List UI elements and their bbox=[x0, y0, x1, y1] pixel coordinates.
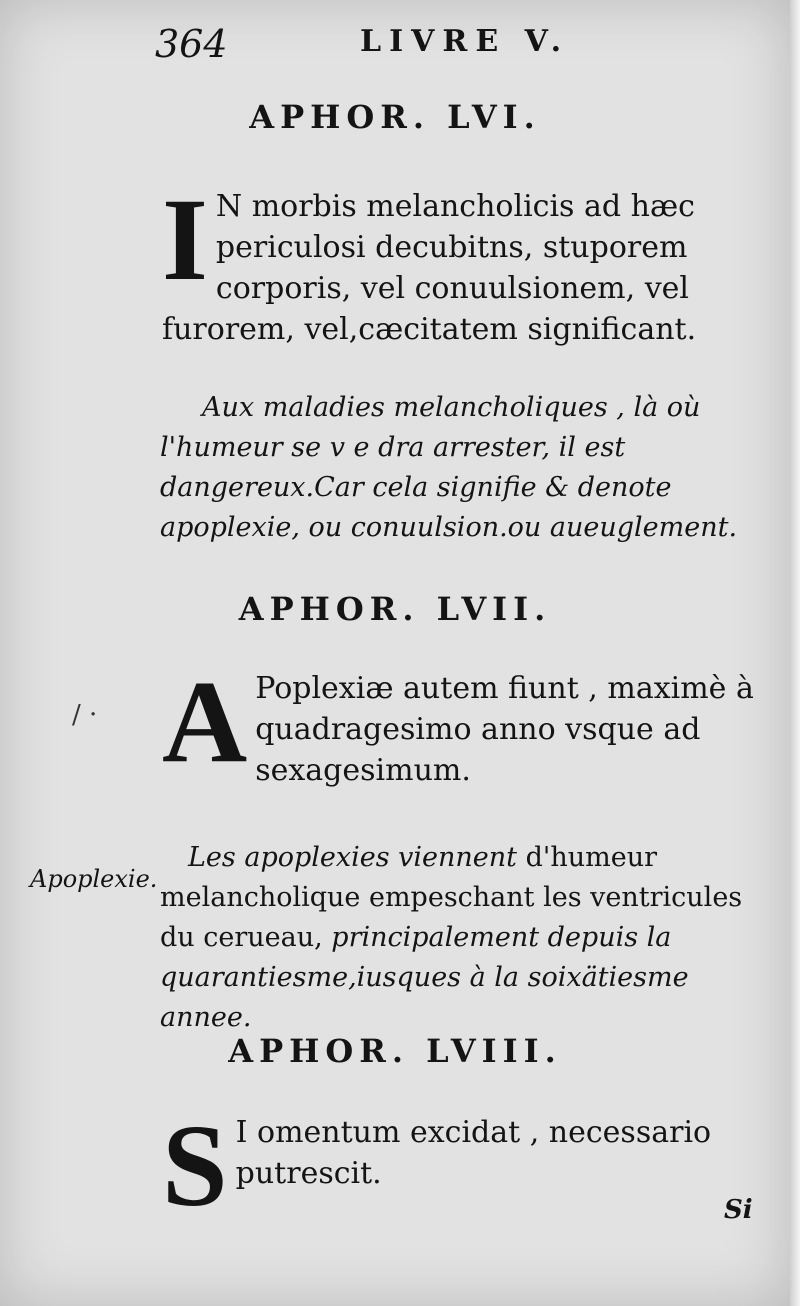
drop-cap: S bbox=[162, 1100, 228, 1231]
french-italic-part: Les apoplexies viennent bbox=[188, 842, 518, 873]
french-paragraph bbox=[160, 838, 760, 1038]
french-roman-part: d'humeur melancholique empeschant les ventricules du cerueau, bbox=[160, 842, 743, 953]
page-header bbox=[155, 20, 775, 70]
latin-paragraph: N morbis melancholicis ad hæc periculosi decubitns, stuporem corporis, vel conuulsionem, vel furorem, vel,cæcitatem significant. bbox=[162, 189, 697, 347]
page-number: 364 bbox=[155, 22, 228, 66]
latin-text bbox=[162, 656, 762, 791]
latin-paragraph: I omentum excidat , necessario putrescit. bbox=[235, 1115, 712, 1191]
drop-cap: I bbox=[162, 174, 208, 305]
page-edge bbox=[790, 0, 800, 1306]
aphorism-heading: APHOR. LVIII. bbox=[228, 1032, 562, 1070]
margin-mark: / · bbox=[72, 700, 98, 730]
aphorism-heading: APHOR. LVII. bbox=[238, 590, 552, 628]
catchword: Si bbox=[724, 1195, 753, 1225]
french-italic-part: principalement depuis la quarantiesme,iusques à la soixätiesme annee. bbox=[160, 922, 689, 1033]
drop-cap: A bbox=[162, 656, 248, 787]
margin-note: Apoplexie. bbox=[30, 865, 158, 893]
latin-paragraph: Poplexiæ autem fiunt , maximè à quadragesimo anno vsque ad sexagesimum. bbox=[255, 671, 754, 788]
aphorism-heading: APHOR. LVI. bbox=[249, 98, 541, 136]
latin-text bbox=[162, 174, 762, 350]
latin-text bbox=[162, 1100, 762, 1231]
running-title: LIVRE V. bbox=[360, 24, 570, 59]
french-paragraph: Aux maladies melancholiques , là où l'humeur se v e dra arrester, il est dangereux.Car cela signifie & denote apoplexie, ou conuulsion.ou aueuglement. bbox=[160, 392, 738, 543]
